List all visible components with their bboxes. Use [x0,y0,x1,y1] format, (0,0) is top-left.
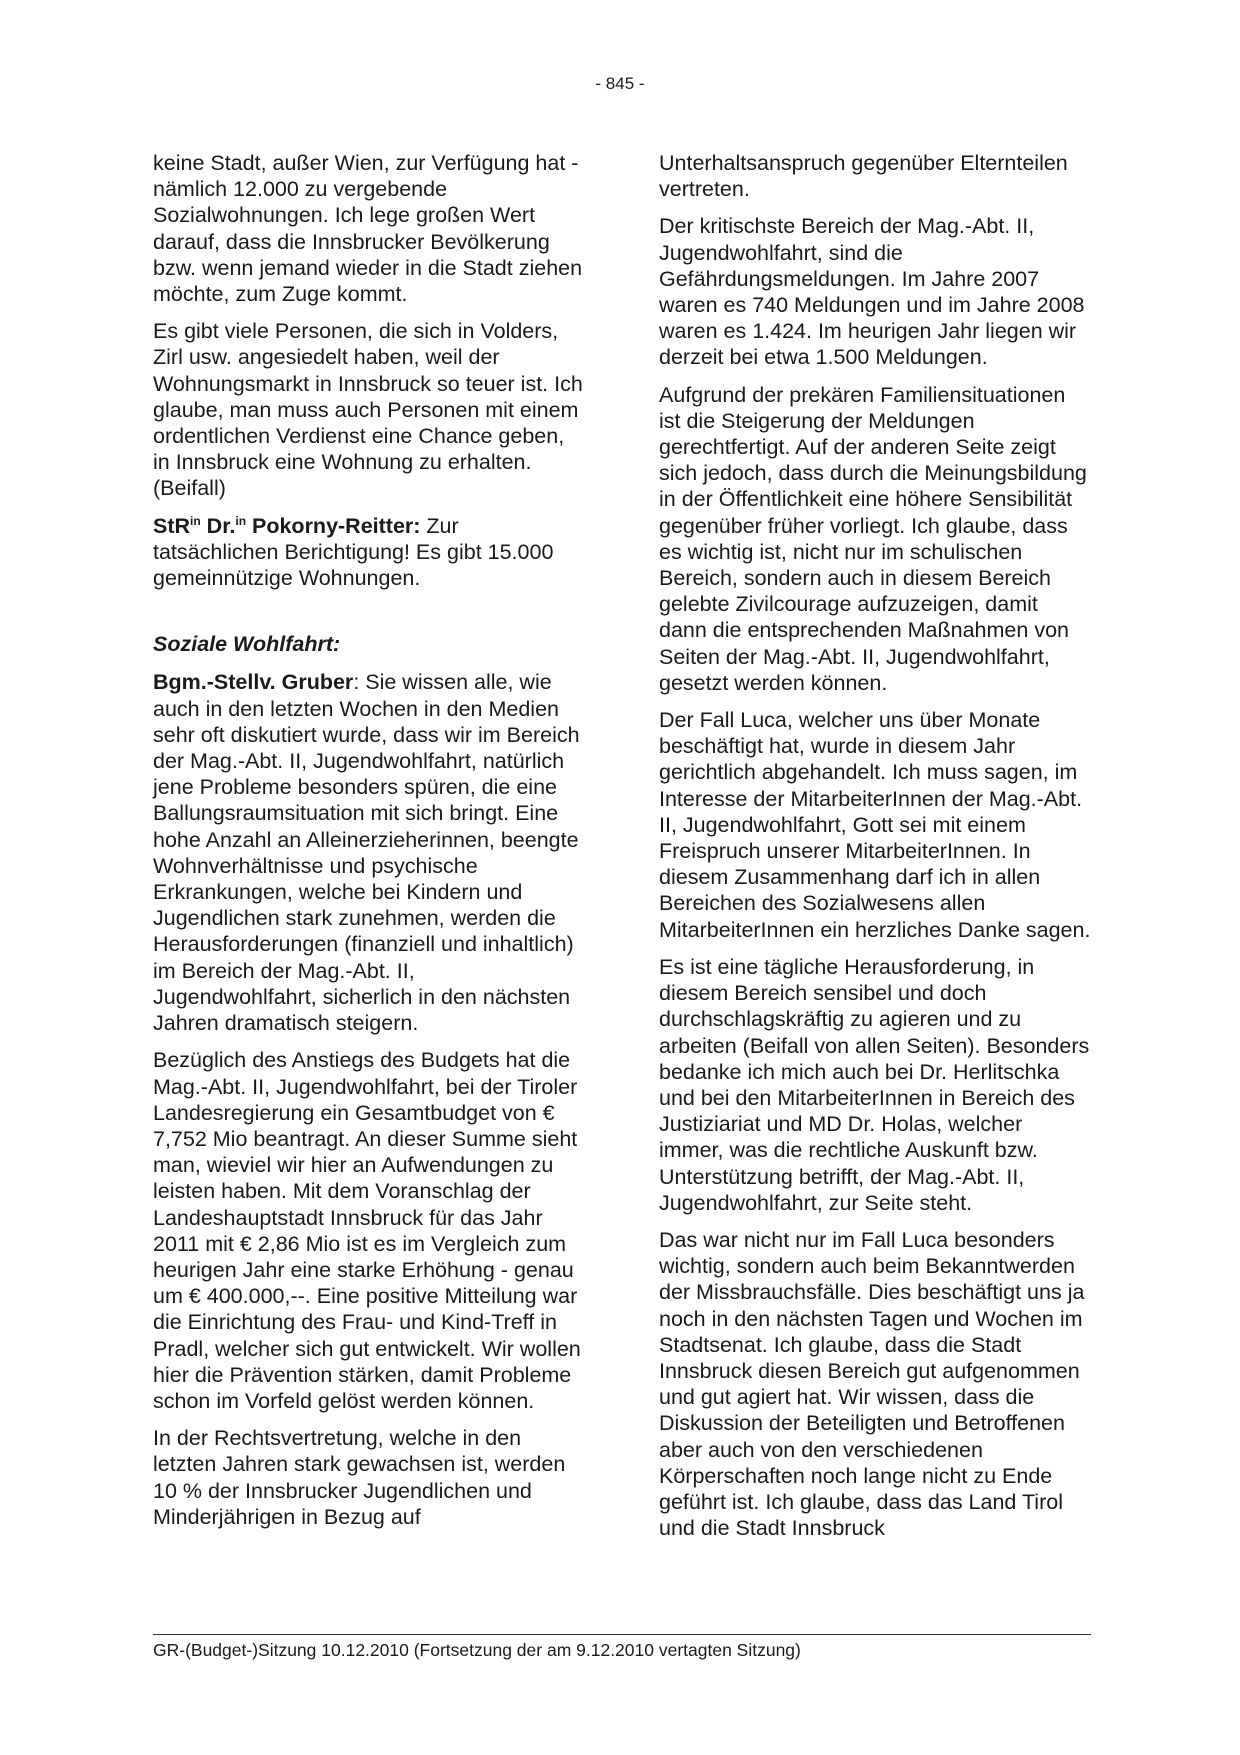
paragraph: In der Rechtsvertretung, welche in den letzten Jahren stark gewachsen ist, werden 10 % der Innsbrucker Jugendlichen und Minderjährigen in Bezug auf [153,1426,566,1529]
paragraph: Aufgrund der prekären Familiensituationen ist die Steigerung der Meldungen gerechtfertigt. Auf der anderen Seite zeigt sich jedoch, dass durch die Meinungsbildung in der Öffentlichkeit eine höhere Sensibilität gegenüber früher vorliegt. Ich glaube, dass es wichtig ist, nicht nur im schulischen Bereich, sondern auch in diesem Bereich gelebte Zivilcourage aufzuzeigen, damit dann die entsprechenden Maßnahmen von Seiten der Mag.-Abt. II, Jugendwohlfahrt, gesetzt werden können. [659,382,1087,695]
speaker-name: StR$^{in}$ Dr.$^{in}$ Pokorny-Reitter: [153,513,421,538]
paragraph: keine Stadt, außer Wien, zur Verfügung hat - nämlich 12.000 zu vergebende Sozialwohnungen. Ich lege großen Wert darauf, dass die Innsbrucker Bevölkerung bzw. wenn jemand wieder in die Stadt ziehen möchte, zum Zuge kommt. [153,151,583,307]
left-column [153,150,583,1541]
section-heading: Soziale Wohlfahrt: [153,632,341,657]
paragraph: Der Fall Luca, welcher uns über Monate beschäftigt hat, wurde in diesem Jahr gerichtlich abgehandelt. Ich muss sagen, im Interesse der MitarbeiterInnen der Mag.-Abt. II, Jugendwohlfahrt, Gott sei mit einem Freispruch unserer MitarbeiterInnen. In diesem Zusammenhang darf ich in allen Bereichen des Sozialwesens allen MitarbeiterInnen ein herzliches Danke sagen. [659,708,1091,942]
right-column [659,150,1091,1552]
paragraph: Das war nicht nur im Fall Luca besonders wichtig, sondern auch beim Bekanntwerden der Missbrauchsfälle. Dies beschäftigt uns ja noch in den nächsten Tagen und Wochen im Stadtsenat. Ich glaube, dass die Stadt Innsbruck diesen Bereich gut aufgenommen und gut agiert hat. Wir wissen, dass die Diskussion der Beteiligten und Betroffenen aber auch von den verschiedenen Körperschaften noch lange nicht zu Ende geführt ist. Ich glaube, dass das Land Tirol und die Stadt Innsbruck [659,1227,1085,1541]
paragraph: Es ist eine tägliche Herausforderung, in diesem Bereich sensibel und doch durchschlagskräftig zu agieren und zu arbeiten (Beifall von allen Seiten). Besonders bedanke ich mich auch bei Dr. Herlitschka und bei den MitarbeiterInnen in Bereich des Justiziariat und MD Dr. Holas, welcher immer, was die rechtliche Auskunft bzw. Unterstützung betrifft, der Mag.-Abt. II, Jugendwohlfahrt, zur Seite steht. [659,954,1090,1215]
footer: GR-(Budget-)Sitzung 10.12.2010 (Fortsetzung der am 9.12.2010 vertagten Sitzung) [153,1640,801,1660]
paragraph-speaker-gruber: Bgm.-Stellv. Gruber: Sie wissen alle, wie auch in den letzten Wochen in den Medien sehr oft diskutiert wurde, dass wir im Bereich der Mag.-Abt. II, Jugendwohlfahrt, natürlich jene Probleme besonders spüren, die eine Ballungsraumsituation mit sich bringt. Eine hohe Anzahl an Alleinerzieherinnen, beengte Wohnverhältnisse und psychische Erkrankungen, welche bei Kindern und Jugendlichen stark zunehmen, werden die Herausforderungen (finanziell und inhaltlich) im Bereich der Mag.-Abt. II, Jugendwohlfahrt, sicherlich in den nächsten Jahren dramatisch steigern. [153,670,580,1036]
paragraph: Es gibt viele Personen, die sich in Volders, Zirl usw. angesiedelt haben, weil der Wohnungsmarkt in Innsbruck so teuer ist. Ich glaube, man muss auch Personen mit einem ordentlichen Verdienst eine Chance geben, in Innsbruck eine Wohnung zu erhalten. (Beifall) [153,319,583,501]
paragraph: Der kritischste Bereich der Mag.-Abt. II, Jugendwohlfahrt, sind die Gefährdungsmeldungen. Im Jahre 2007 waren es 740 Meldungen und im Jahre 2008 waren es 1.424. Im heurigen Jahr liegen wir derzeit bei etwa 1.500 Meldungen. [659,214,1085,370]
paragraph-speaker-pokorny: StR$^{in}$ Dr.$^{in}$ Pokorny-Reitter: Zur tatsächlichen Berichtigung! Es gibt 15.000 gemeinnützige Wohnungen. [153,513,554,591]
paragraph: Unterhaltsanspruch gegenüber Elternteilen vertreten. [659,151,1068,202]
page-number: - 845 - [595,74,645,93]
speaker-name: Bgm.-Stellv. Gruber [153,670,354,695]
footer-divider [153,1634,1091,1635]
paragraph: Bezüglich des Anstiegs des Budgets hat die Mag.-Abt. II, Jugendwohlfahrt, bei der Tiroler Landesregierung ein Gesamtbudget von € 7,752 Mio beantragt. An dieser Summe sieht man, wieviel wir hier an Aufwendungen zu leisten haben. Mit dem Voranschlag der Landeshauptstadt Innsbruck für das Jahr 2011 mit € 2,86 Mio ist es im Vergleich zum heurigen Jahr eine starke Erhöhung - genau um € 400.000,--. Eine positive Mitteilung war die Einrichtung des Frau- und Kind-Treff in Pradl, welcher sich gut entwickelt. Wir wollen hier die Prävention stärken, damit Probleme schon im Vorfeld gelöst werden können. [153,1048,581,1413]
